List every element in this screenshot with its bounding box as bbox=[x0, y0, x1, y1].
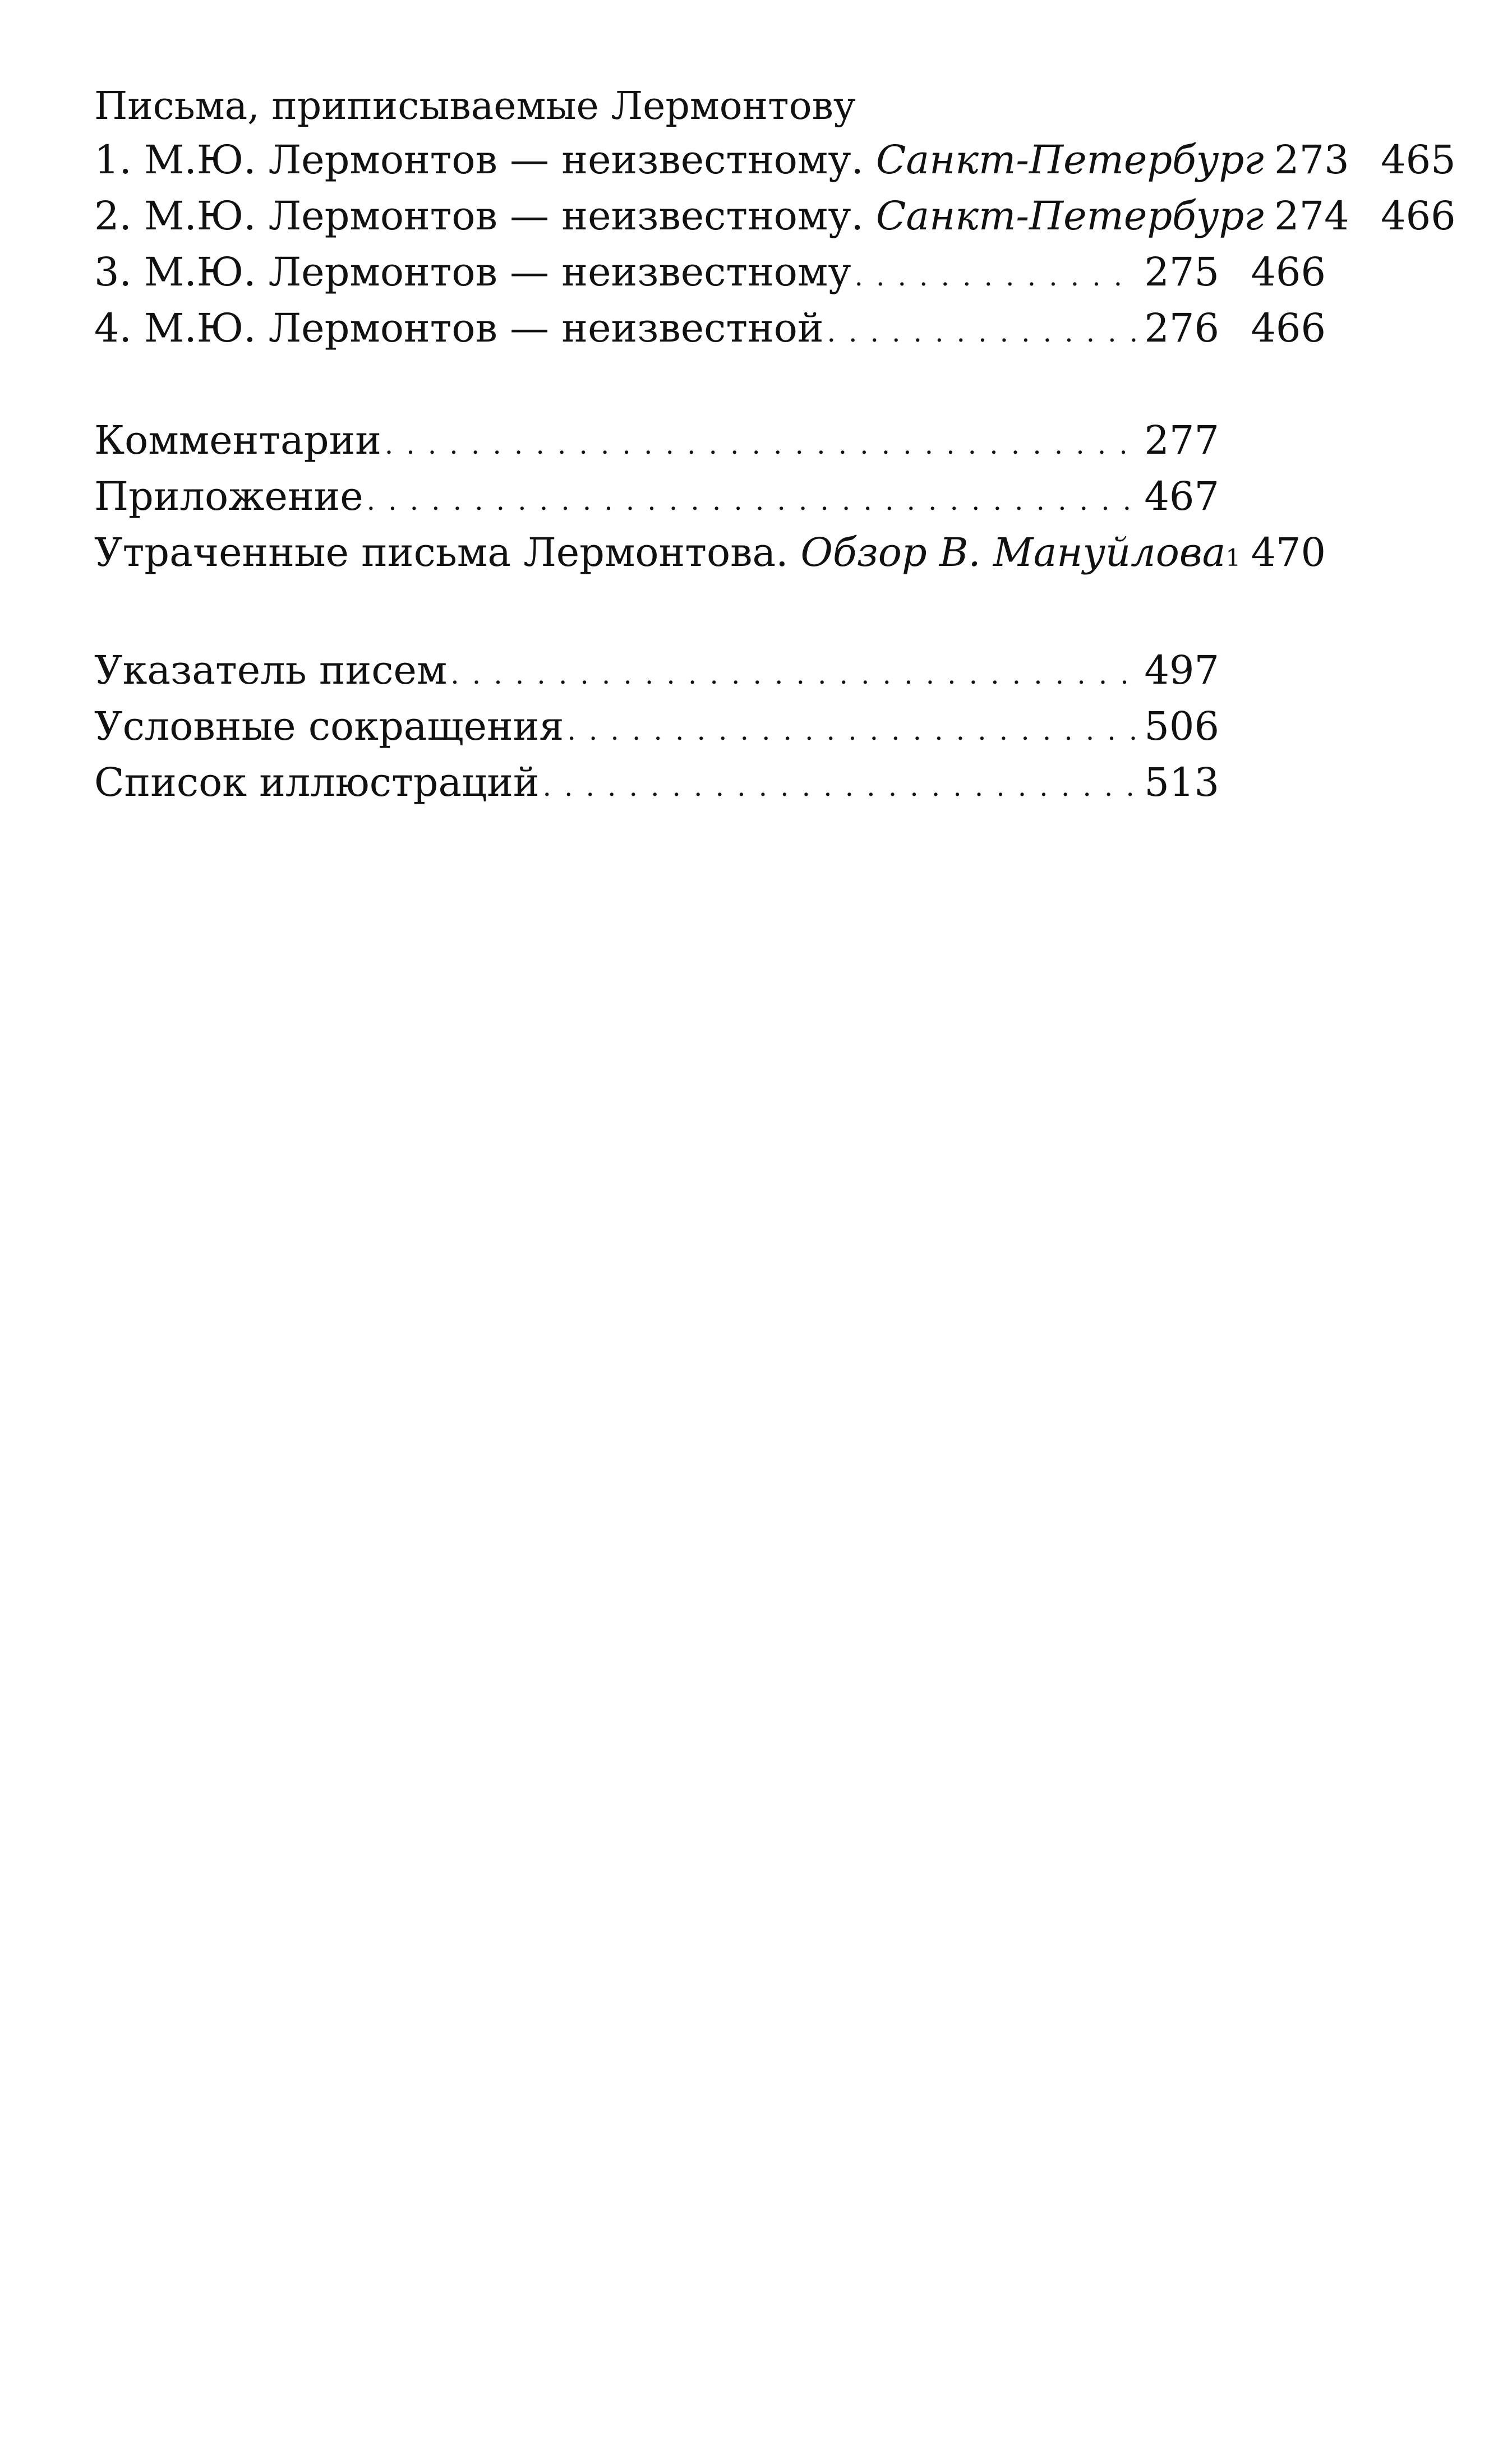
entry-title: Приложение bbox=[94, 473, 363, 519]
page-number: 467 bbox=[1144, 473, 1219, 519]
toc-entry[interactable] bbox=[94, 415, 1219, 466]
page-number: 275 bbox=[1144, 249, 1219, 295]
entry-title: Условные сокращения bbox=[94, 703, 564, 749]
page-number: 470 bbox=[1251, 529, 1326, 575]
dot-leader bbox=[385, 420, 1137, 470]
toc-entry[interactable]: Утраченные письма Лермонтова. Обзор В. Мануйлова 1 470 bbox=[94, 527, 1219, 578]
entry-title: Утраченные письма Лермонтова. bbox=[94, 529, 789, 575]
dot-leader bbox=[567, 706, 1137, 756]
toc-entry[interactable] bbox=[94, 701, 1219, 752]
page-number: 497 bbox=[1144, 647, 1219, 693]
page-number: 276 bbox=[1144, 305, 1219, 351]
page-number: 274 bbox=[1274, 193, 1349, 239]
entry-number: 3. bbox=[94, 249, 132, 295]
toc-entry[interactable] bbox=[94, 191, 1456, 241]
toc-entry[interactable] bbox=[94, 471, 1219, 522]
toc-entry[interactable] bbox=[94, 135, 1456, 185]
comment-page-number: 466 bbox=[1251, 249, 1326, 295]
entry-title: М.Ю. Лермонтов — неизвестному. bbox=[144, 137, 864, 183]
dot-leader bbox=[827, 307, 1137, 358]
comment-page-number: 466 bbox=[1251, 305, 1326, 351]
entry-number: 2. bbox=[94, 193, 132, 239]
entry-title: М.Ю. Лермонтов — неизвестному. bbox=[144, 193, 864, 239]
page-number: 273 bbox=[1274, 137, 1349, 183]
entry-number: 4. bbox=[94, 305, 132, 351]
entry-title: Указатель писем bbox=[94, 647, 448, 693]
comment-page-number: 466 bbox=[1381, 193, 1456, 239]
entry-place: Санкт-Петербург bbox=[875, 137, 1264, 183]
entry-title: Комментарии bbox=[94, 417, 381, 463]
entry-number: 1. bbox=[94, 137, 132, 183]
dot-leader bbox=[855, 251, 1137, 302]
entry-title: М.Ю. Лермонтов — неизвестной bbox=[144, 305, 824, 351]
toc-entry[interactable] bbox=[94, 757, 1219, 808]
page-number: 513 bbox=[1144, 759, 1219, 805]
section-heading: Письма, приписываемые Лермонтову bbox=[94, 84, 856, 128]
comment-page-number: 465 bbox=[1381, 137, 1456, 183]
page-number: 506 bbox=[1144, 703, 1219, 749]
page-number: 277 bbox=[1144, 417, 1219, 463]
entry-subtitle: Обзор В. Мануйлова bbox=[800, 529, 1226, 575]
dot-leader bbox=[367, 476, 1137, 526]
entry-place: Санкт-Петербург bbox=[875, 193, 1264, 239]
dot-leader bbox=[543, 762, 1137, 812]
dot-leader bbox=[450, 649, 1137, 700]
toc-entry[interactable] bbox=[94, 303, 1326, 353]
entry-title: Список иллюстраций bbox=[94, 759, 540, 805]
entry-title: М.Ю. Лермонтов — неизвестному bbox=[144, 249, 851, 295]
toc-entry[interactable] bbox=[94, 247, 1326, 297]
toc-entry[interactable] bbox=[94, 645, 1219, 695]
